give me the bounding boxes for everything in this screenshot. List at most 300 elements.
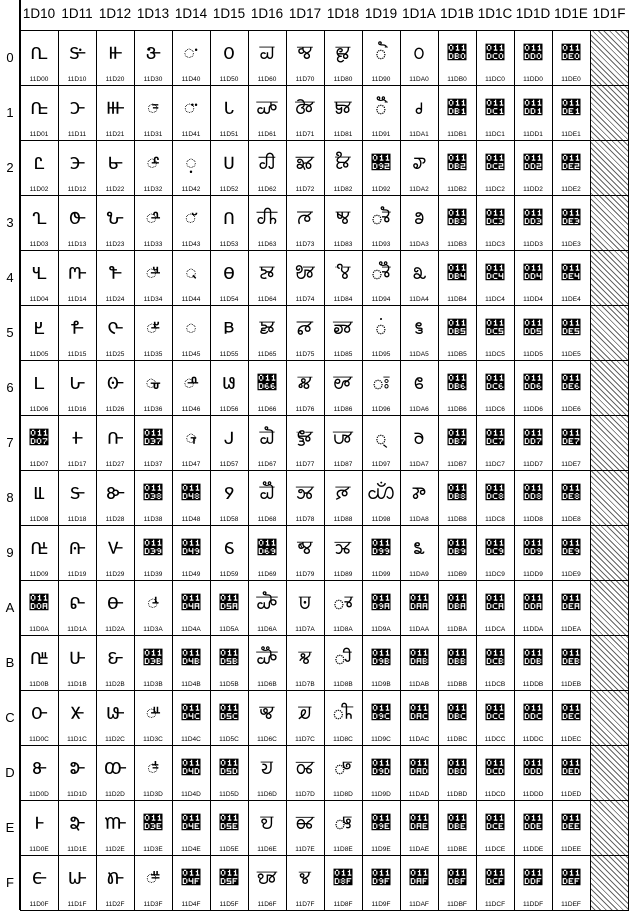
glyph: 𑶾 [447,811,467,834]
code-point-label: 11D42 [181,185,201,193]
character-cell [286,195,324,250]
code-point-label: 11D79 [295,570,315,578]
code-point-label: 11D82 [333,185,353,193]
glyph: 𑴞 [69,811,85,834]
code-point-label: 11D27 [105,460,125,468]
grid-line-horizontal [20,360,628,361]
code-point-label: 11D73 [295,240,315,248]
glyph: 𑴟 [67,866,87,889]
code-point-label: 11DE2 [561,185,581,193]
code-point-label: 11D12 [67,185,87,193]
glyph: 𑵊 [181,591,201,614]
column-header: 1D16 [250,6,284,21]
glyph: 𑷉 [485,536,505,559]
grid-line-vertical [628,30,629,911]
glyph: 𑷘 [523,481,543,504]
glyph: 𑶩 [413,536,425,559]
glyph: 𑴾 [143,811,163,834]
glyph: 𑴘 [69,481,85,504]
character-cell [134,525,172,580]
code-point-label: 11D2A [105,625,125,633]
character-cell [210,745,248,800]
character-cell [514,140,552,195]
character-cell [514,415,552,470]
code-point-label: 11D25 [105,350,125,358]
row-header: 5 [6,325,14,340]
code-point-label: 11DDD [522,790,544,798]
glyph: 𑶻 [447,646,467,669]
character-cell [58,305,96,360]
code-point-label: 11D68 [257,515,277,523]
character-cell [248,30,286,85]
glyph: 𑴹 [143,536,163,559]
code-point-label: 11D7D [295,790,315,798]
glyph: 𑴚 [69,591,85,614]
code-point-label: 11D06 [29,405,49,413]
glyph: 𑶷 [447,426,467,449]
glyph: 𑷌 [485,701,505,724]
glyph: 𑶠 [413,41,425,64]
glyph: 𑶘 [367,481,395,504]
glyph: 𑴱 [147,96,159,119]
character-cell [362,360,400,415]
glyph: 𑶵 [447,316,467,339]
glyph: 𑵙 [223,536,235,559]
code-point-label: 11D8E [333,845,353,853]
glyph: 𑷙 [523,536,543,559]
character-cell [248,470,286,525]
glyph: 𑵕 [222,316,236,339]
glyph: 𑷃 [485,206,505,229]
column-header: 1D1A [402,6,436,21]
glyph: 𑴁 [30,96,48,119]
character-cell [324,195,362,250]
code-point-label: 11D26 [105,405,125,413]
character-cell [362,745,400,800]
code-point-label: 11D6A [257,625,277,633]
glyph: 𑶋 [334,646,352,669]
glyph: 𑵨 [259,481,275,504]
code-point-label: 11D95 [371,350,391,358]
glyph: 𑶗 [375,426,387,449]
code-point-label: 11D6E [257,845,277,853]
code-point-label: 11D9D [371,790,391,798]
code-point-label: 11D33 [143,240,163,248]
character-cell [324,635,362,690]
code-point-label: 11D17 [67,460,87,468]
character-cell [362,525,400,580]
character-cell [210,525,248,580]
code-point-label: 11DCF [484,900,506,908]
glyph: 𑵻 [298,646,312,669]
character-cell [58,635,96,690]
code-point-label: 11D50 [219,75,239,83]
character-cell [134,85,172,140]
column-header: 1D15 [212,6,246,21]
character-cell [286,800,324,855]
character-cell [248,580,286,635]
character-cell [248,855,286,910]
character-cell [400,800,438,855]
glyph: 𑴤 [108,261,122,284]
code-point-label: 11D99 [371,570,391,578]
character-cell [476,800,514,855]
glyph: 𑷏 [485,866,505,889]
glyph: 𑶔 [371,261,391,284]
glyph: 𑶉 [334,536,352,559]
glyph: 𑴮 [103,811,126,834]
glyph: 𑶌 [333,701,353,724]
glyph: 𑵫 [256,646,278,669]
code-point-label: 11D37 [143,460,163,468]
glyph: 𑶑 [375,96,387,119]
character-cell [286,360,324,415]
grid-line-horizontal [20,800,628,801]
glyph: 𑷦 [561,371,581,394]
character-cell [248,690,286,745]
character-cell [400,250,438,305]
code-point-label: 11DB0 [447,75,467,83]
character-cell [514,360,552,415]
character-cell [134,415,172,470]
glyph: 𑴵 [146,316,160,339]
glyph: 𑴩 [107,536,123,559]
glyph: 𑷣 [561,206,581,229]
glyph: 𑵘 [223,481,235,504]
code-point-label: 11DDB [522,680,544,688]
character-cell [438,855,476,910]
code-point-label: 11D87 [333,460,353,468]
glyph: 𑶈 [335,481,351,504]
code-point-label: 11DE7 [561,460,581,468]
character-cell [552,470,590,525]
code-point-label: 11D3E [143,845,163,853]
character-cell [134,855,172,910]
character-cell [58,85,96,140]
code-point-label: 11D22 [105,185,125,193]
code-point-label: 11DB6 [447,405,467,413]
glyph: 𑴜 [70,701,84,724]
glyph: 𑴭 [103,756,127,779]
glyph: 𑴰 [145,41,161,64]
glyph: 𑶫 [409,646,429,669]
character-cell [438,635,476,690]
row-header: A [5,600,15,615]
glyph: 𑶺 [447,591,467,614]
glyph: 𑵭 [261,756,273,779]
code-point-label: 11DBE [446,845,468,853]
character-cell [438,525,476,580]
code-point-label: 11D4A [181,625,201,633]
character-cell [210,360,248,415]
character-cell [286,525,324,580]
glyph: 𑵴 [295,261,315,284]
character-cell [248,250,286,305]
glyph: 𑵁 [183,96,199,119]
code-point-label: 11D90 [371,75,391,83]
code-point-label: 11D4D [181,790,201,798]
code-point-label: 11DE3 [561,240,581,248]
glyph: 𑴗 [71,426,83,449]
glyph: 𑷖 [523,371,543,394]
glyph: 𑶶 [447,371,467,394]
code-point-label: 11D1D [67,790,87,798]
code-point-label: 11DCB [484,680,506,688]
character-cell [362,140,400,195]
character-cell [58,855,96,910]
code-point-label: 11D1C [67,735,87,743]
character-cell [514,195,552,250]
character-cell [172,855,210,910]
glyph: 𑴬 [105,701,125,724]
glyph: 𑴺 [147,591,159,614]
glyph: 𑵷 [297,426,313,449]
code-point-label: 11DC7 [485,460,505,468]
glyph: 𑴐 [68,41,86,64]
character-cell [286,305,324,360]
glyph: 𑵦 [257,371,277,394]
code-point-label: 11DB3 [447,240,467,248]
glyph: 𑶃 [335,206,351,229]
code-point-label: 11D3B [143,680,163,688]
code-point-label: 11D2C [105,735,125,743]
character-cell [400,140,438,195]
character-cell [172,250,210,305]
glyph: 𑶰 [447,41,467,64]
glyph: 𑵆 [183,371,199,394]
character-cell [514,800,552,855]
character-cell [324,470,362,525]
character-cell [20,360,58,415]
code-point-label: 11DD2 [523,185,543,193]
glyph: 𑷟 [523,866,543,889]
character-cell [324,140,362,195]
glyph: 𑷬 [561,701,581,724]
glyph: 𑷎 [485,811,505,834]
character-cell [324,855,362,910]
code-point-label: 11D49 [181,570,201,578]
glyph: 𑵤 [259,261,275,284]
glyph: 𑶅 [333,316,353,339]
grid-line-vertical [19,0,21,31]
character-cell [248,745,286,800]
character-cell [324,250,362,305]
code-point-label: 11DCC [484,735,506,743]
character-cell [362,580,400,635]
character-cell [20,470,58,525]
character-cell [514,85,552,140]
code-point-label: 11DE6 [561,405,581,413]
code-point-label: 11D8D [333,790,353,798]
code-point-label: 11D7B [295,680,315,688]
code-point-label: 11DE5 [561,350,581,358]
glyph: 𑷚 [523,591,543,614]
grid-line-vertical [19,30,21,910]
code-point-label: 11D86 [333,405,353,413]
character-cell [134,250,172,305]
code-point-label: 11D67 [257,460,277,468]
character-cell [172,85,210,140]
code-point-label: 11D11 [67,130,87,138]
code-point-label: 11DBC [446,735,468,743]
character-cell [134,360,172,415]
row-header: 1 [6,105,14,120]
character-cell [400,360,438,415]
code-point-label: 11D83 [333,240,353,248]
glyph: 𑷕 [523,316,543,339]
character-cell [96,305,134,360]
code-point-label: 11D0D [29,790,49,798]
character-cell [210,85,248,140]
character-cell [58,250,96,305]
row-header: B [5,655,15,670]
character-cell [438,305,476,360]
character-cell [134,635,172,690]
code-point-label: 11D09 [29,570,49,578]
glyph: 𑵧 [259,426,275,449]
column-header: 1D1C [477,6,513,21]
glyph: 𑵏 [181,866,201,889]
glyph: 𑷔 [523,261,543,284]
character-cell [210,470,248,525]
glyph: 𑷪 [561,591,581,614]
code-point-label: 11D70 [295,75,315,83]
glyph: 𑶐 [375,41,387,64]
row-header: 0 [6,50,14,65]
code-point-label: 11D31 [143,130,163,138]
code-point-label: 11D4B [181,680,201,688]
character-cell [172,800,210,855]
code-point-label: 11D44 [181,295,201,303]
glyph: 𑵶 [297,371,313,394]
glyph: 𑶟 [371,866,391,889]
character-cell [210,140,248,195]
column-header: 1D18 [326,6,360,21]
code-point-label: 11D6F [257,900,277,908]
character-cell [400,305,438,360]
code-point-label: 11D8F [333,900,353,908]
glyph: 𑴄 [31,261,47,284]
character-cell [324,525,362,580]
glyph: 𑵸 [296,481,314,504]
character-cell [134,580,172,635]
code-point-label: 11DA5 [409,350,429,358]
character-cell [514,30,552,85]
code-point-label: 11DD6 [523,405,543,413]
code-point-label: 11D2D [105,790,125,798]
character-cell [172,635,210,690]
character-cell [400,415,438,470]
character-cell [20,745,58,800]
glyph: 𑴼 [145,701,161,724]
code-point-label: 11D5D [219,790,239,798]
character-cell [514,855,552,910]
code-point-label: 11D01 [29,130,49,138]
glyph: 𑷝 [523,756,543,779]
code-point-label: 11DB1 [447,130,467,138]
glyph: 𑴃 [31,206,47,229]
character-cell [172,30,210,85]
code-point-label: 11D8B [333,680,353,688]
character-cell [96,635,134,690]
character-cell [172,580,210,635]
glyph: 𑵒 [222,151,236,174]
glyph: 𑴕 [70,316,84,339]
character-cell [324,415,362,470]
code-point-label: 11D65 [257,350,277,358]
code-point-label: 11D32 [143,185,163,193]
code-point-label: 11D9A [371,625,391,633]
glyph: 𑴏 [31,866,47,889]
glyph: 𑶕 [375,316,387,339]
glyph: 𑶖 [372,371,390,394]
code-point-label: 11D6B [257,680,277,688]
code-point-label: 11DDC [522,735,544,743]
code-point-label: 11DB8 [447,515,467,523]
row-header: D [5,765,15,780]
character-cell [134,800,172,855]
code-point-label: 11D72 [295,185,315,193]
character-cell [210,415,248,470]
character-cell [476,855,514,910]
character-cell [324,85,362,140]
character-cell [58,800,96,855]
glyph: 𑴳 [145,206,161,229]
code-point-label: 11D80 [333,75,353,83]
glyph: 𑴧 [106,426,124,449]
glyph: 𑵳 [297,206,313,229]
character-cell [438,580,476,635]
character-cell [362,85,400,140]
character-cell [552,855,590,910]
glyph: 𑶓 [371,206,391,229]
code-point-label: 11D7C [295,735,315,743]
character-cell [248,360,286,415]
code-point-label: 11D69 [257,570,277,578]
character-cell [552,305,590,360]
character-cell [476,360,514,415]
glyph: 𑶁 [334,96,352,119]
character-cell [248,525,286,580]
code-point-label: 11DD5 [523,350,543,358]
glyph: 𑶛 [371,646,391,669]
code-point-label: 11DAB [408,680,430,688]
code-point-label: 11D04 [29,295,49,303]
column-header: 1D1B [440,6,474,21]
glyph: 𑶨 [411,481,427,504]
glyph: 𑵯 [257,866,277,889]
glyph: 𑴢 [107,151,123,174]
code-point-label: 11DC8 [485,515,505,523]
code-point-label: 11D47 [181,460,201,468]
code-point-label: 11DA6 [409,405,429,413]
grid-line-horizontal [20,690,628,691]
glyph: 𑴫 [107,646,123,669]
code-point-label: 11DE9 [561,570,581,578]
code-point-label: 11DD3 [523,240,543,248]
glyph: 𑷞 [523,811,543,834]
grid-line-horizontal [20,305,628,306]
glyph: 𑶝 [371,756,391,779]
glyph: 𑷊 [485,591,505,614]
glyph: 𑵋 [181,646,201,669]
glyph: 𑴆 [33,371,45,394]
code-point-label: 11DCA [484,625,506,633]
character-cell [172,745,210,800]
glyph: 𑴶 [145,371,161,394]
code-point-label: 11D5F [219,900,239,908]
code-point-label: 11D7A [295,625,315,633]
